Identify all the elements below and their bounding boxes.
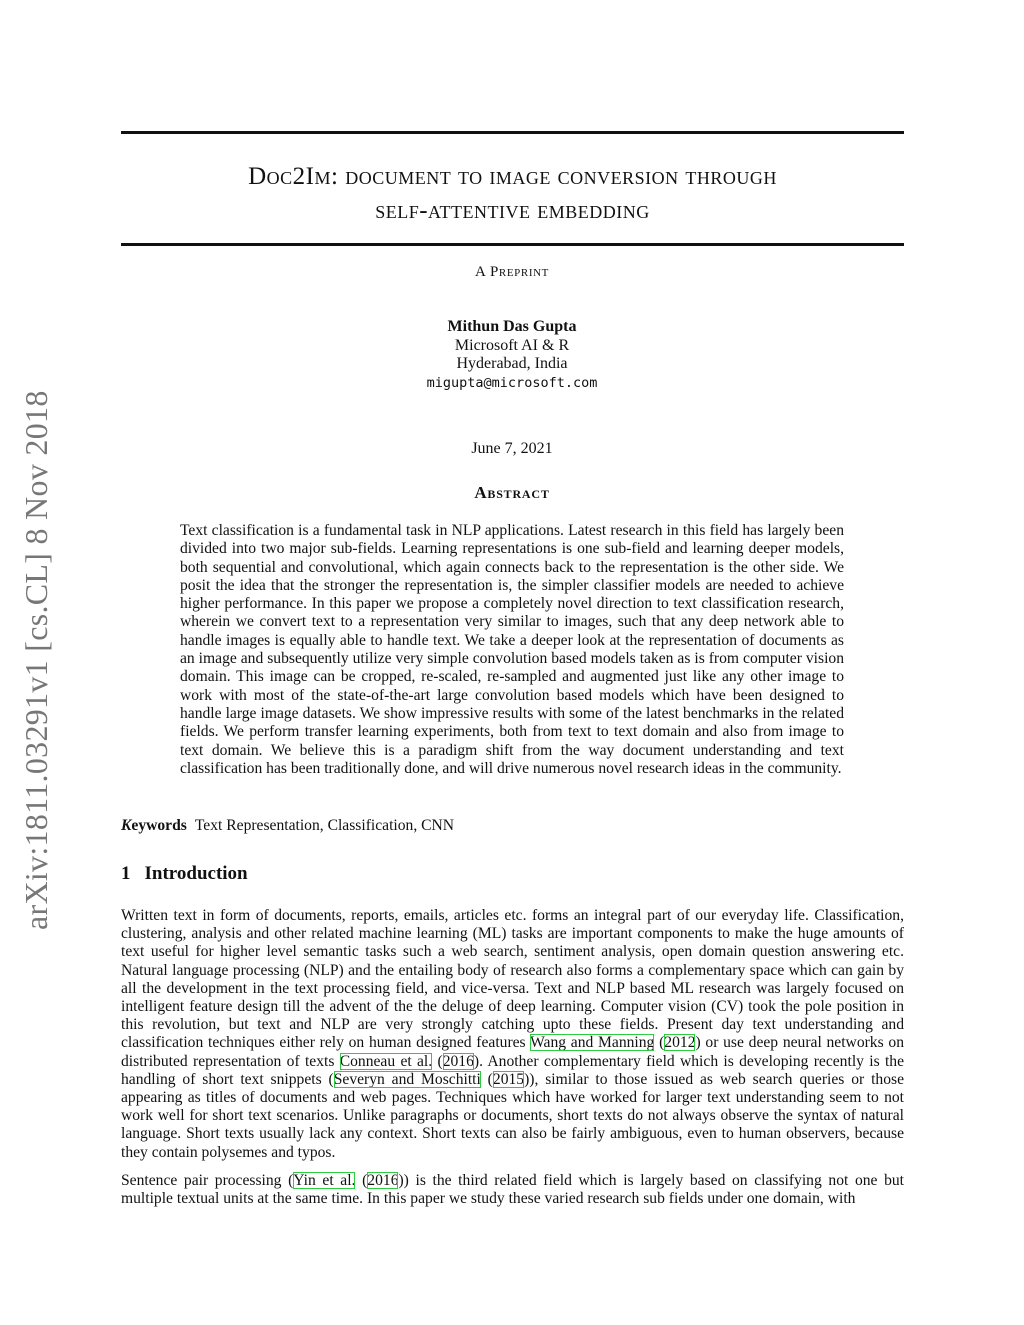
keywords-line (121, 817, 904, 835)
section-heading-introduction (121, 863, 248, 885)
text-run: ) or use deep neural networks on distributed representation of texts (121, 1034, 904, 1070)
text-run: ( (654, 1034, 665, 1052)
title-top-rule (121, 131, 904, 134)
paper-title-line-1: Doc2Im: document to image conversion through (248, 163, 777, 190)
preprint-label: A Preprint (475, 264, 549, 280)
intro-paragraph-1 (121, 907, 904, 1162)
author-location: Hyderabad, India (456, 355, 568, 372)
section-title: Introduction (144, 863, 248, 884)
citation-year-link[interactable]: 2016 (367, 1172, 399, 1189)
abstract-heading: Abstract (474, 483, 550, 502)
text-run: ( (432, 1052, 443, 1070)
text-run: Written text in form of documents, reports, emails, articles etc. forms an integral part of our everyday life. Classification, clustering, analysis and other related machine learning (ML) tasks are important components to make the huge amounts of text useful for higher level semantic tasks such a web search, sentiment analysis, open domain question answering etc. Natural language processing (NLP) and the entailing body of research also forms a complementary space which can gain by all the development in the text processing field, and vice-versa. Text and NLP based ML research was largely focused on intelligent feature design till the advent of the the deluge of deep learning. Computer vision (CV) took the pole position in this revolution, but text and NLP are very strongly catching upto these fields. Present day text understanding and classification techniques either rely on human designed features (121, 907, 904, 1052)
text-run: )), similar to those issued as web search queries or those appearing as titles of documents and web pages. Techniques which have worked for larger text understanding seem to not work well for short text scenarios. Unlike paragraphs or documents, short texts do not always observe the syntax of natural language. Short texts usually lack any context. Short texts can also be fairly ambiguous, even to human observers, because they contain polysemes and typos. (121, 1070, 904, 1161)
abstract-text: Text classification is a fundamental task in NLP applications. Latest research in this field has largely been divided into two major sub-fields. Learning representations is one sub-field and learning deeper models, both sequential and convolutional, which again connects back to the representation is the other side. We posit the idea that the stronger the representation is, the simpler classifier models are needed to achieve higher performance. In this paper we propose a completely novel direction to text classification research, wherein we convert text to a representation very similar to images, such that any deep network able to handle images is equally able to handle text. We take a deeper look at the representation of documents as an image and subsequently utilize very simple convolution based models taken as is from computer vision domain. This image can be cropped, re-scaled, re-sampled and augmented just like any other image to work with most of the state-of-the-art large convolution based models which have been designed to handle large image datasets. We show impressive results with some of the latest benchmarks in the related fields. We perform transfer learning experiments, both from text to text domain and also from image to text domain. We believe this is a paradigm shift from the way document understanding and text classification has been traditionally done, and will drive numerous novel research ideas in the community. (180, 522, 844, 777)
citation-link-severyn-moschitti[interactable]: Severyn and Moschitti (333, 1070, 481, 1088)
author-affiliation: Microsoft AI & R (454, 336, 570, 354)
author-name: Mithun Das Gupta (447, 318, 577, 335)
author-block (0, 318, 1024, 392)
citation-link-yin[interactable]: Yin et al. (293, 1172, 356, 1189)
paper-title (121, 160, 904, 228)
title-bottom-rule (121, 243, 904, 246)
keywords-label (121, 817, 187, 834)
citation-link-wang-manning[interactable]: Wang and Manning (530, 1034, 655, 1052)
citation-year-link[interactable]: 2016 (442, 1052, 474, 1070)
text-run: )) is the third related field which is largely based on classifying not one but multiple textual units at the same time. In this paper we study these varied research sub fields under one domain, with (121, 1172, 905, 1208)
arxiv-identifier-stamp: arXiv:1811.03291v1 [cs.CL] 8 Nov 2018 (18, 390, 54, 930)
citation-link-conneau[interactable]: Conneau et al. (339, 1052, 433, 1070)
keywords-text: Text Representation, Classification, CNN (194, 817, 455, 834)
text-run: Sentence pair processing ( (121, 1172, 294, 1189)
keywords-label-rest: eywords (131, 817, 187, 834)
text-run: ). Another complementary field which is developing recently is the handling of short text snippets ( (121, 1052, 905, 1088)
section-number: 1 (121, 863, 131, 884)
paper-title-line-2: self-attentive embedding (375, 197, 650, 224)
paper-date: June 7, 2021 (471, 440, 553, 457)
intro-paragraph-2 (121, 1172, 904, 1208)
author-email: migupta@microsoft.com (426, 374, 598, 391)
keywords-label-initial: K (121, 817, 132, 834)
text-run: ( (355, 1172, 368, 1189)
text-run: ( (480, 1070, 493, 1088)
citation-year-link[interactable]: 2015 (492, 1070, 525, 1088)
citation-year-link[interactable]: 2012 (664, 1034, 696, 1052)
